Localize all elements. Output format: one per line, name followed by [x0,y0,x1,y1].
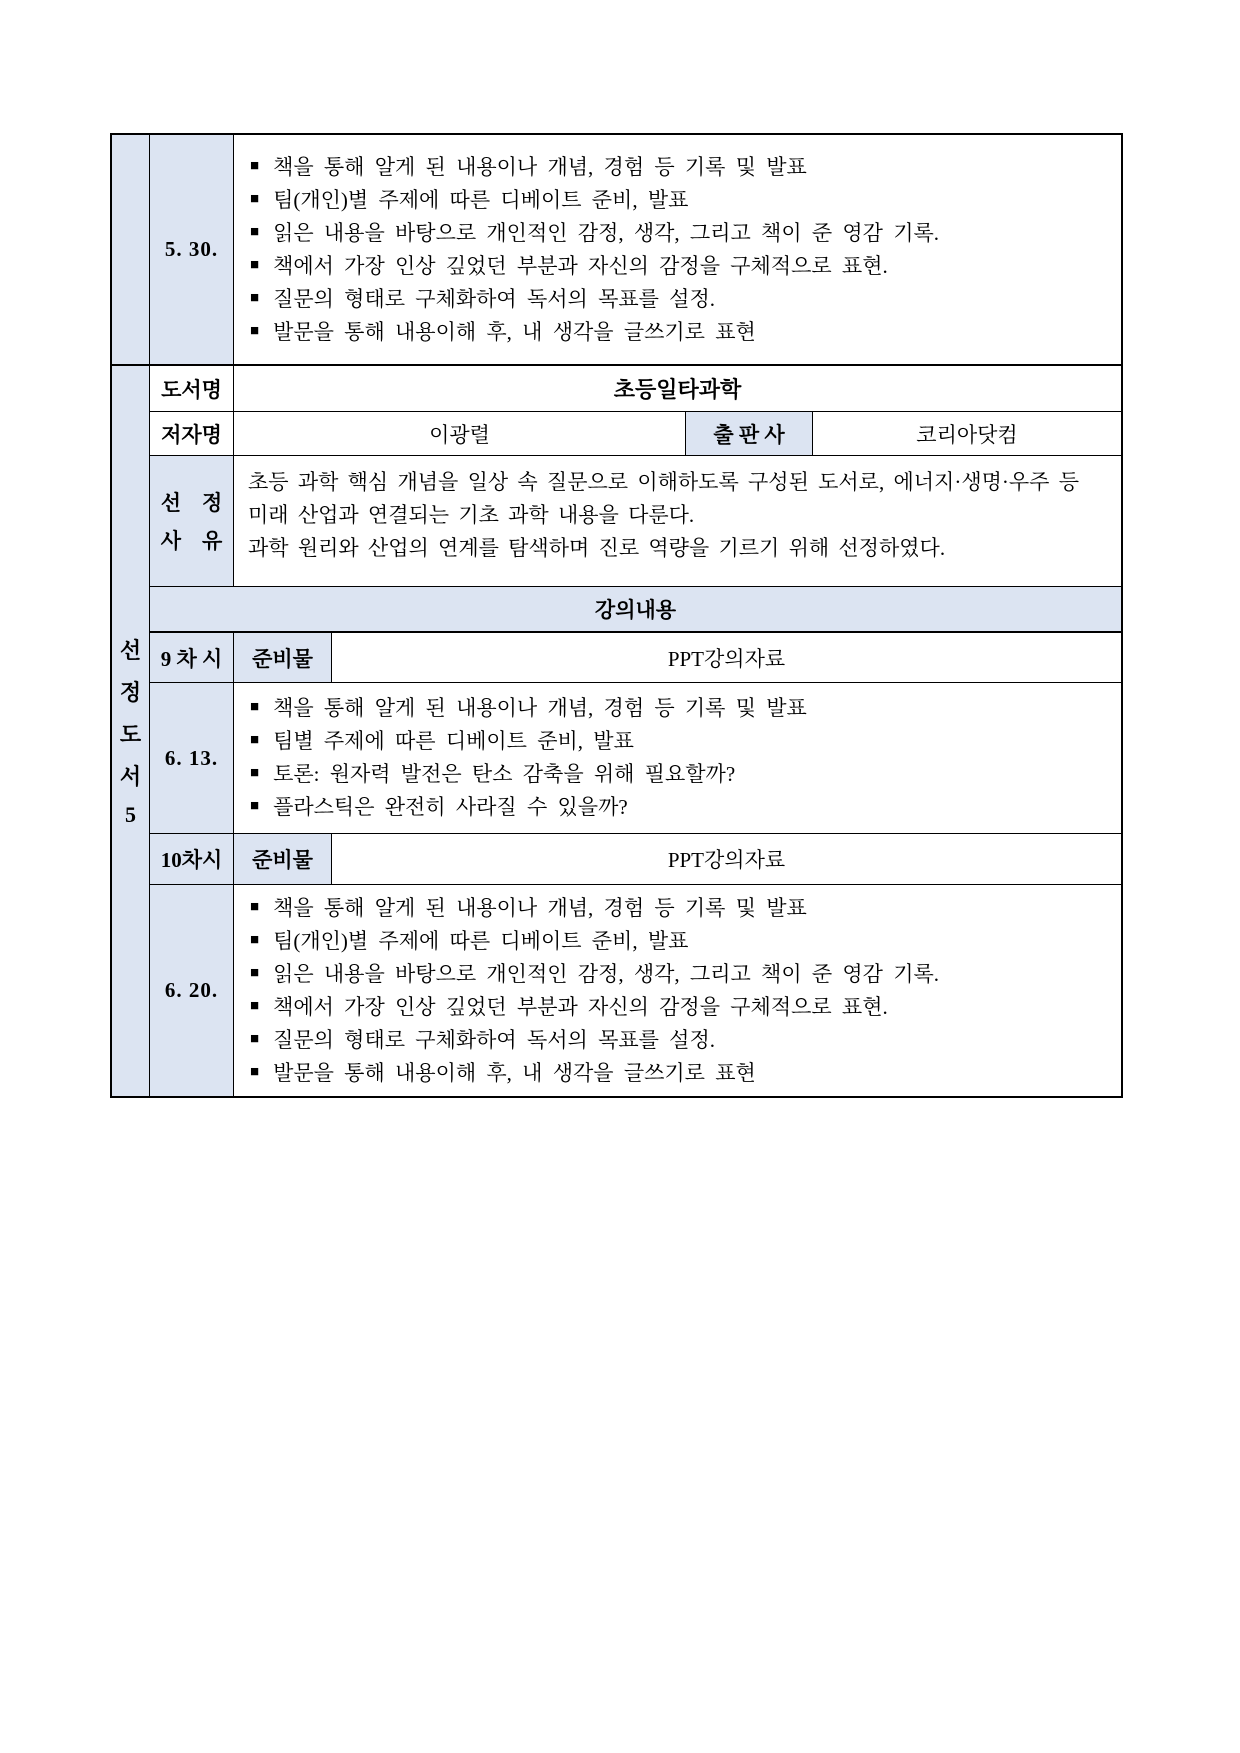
bullet-text: 팀(개인)별 주제에 따른 디베이트 준비, 발표 [273,928,689,953]
bullet-text: 읽은 내용을 바탕으로 개인적인 감정, 생각, 그리고 책이 준 영감 기록. [273,961,940,986]
bullet-square-icon: ■ [250,964,260,981]
session-9-prep-label: 준비물 [234,633,332,683]
prev-session-content-cell [234,135,1121,366]
session-9-content-cell [234,683,1121,834]
session-10-prep-label: 준비물 [234,834,332,885]
bullet-text: 질문의 형태로 구체화하여 독서의 목표를 설정. [273,1027,715,1052]
bullet-list [234,135,1121,364]
bullet-text: 팀별 주제에 따른 디베이트 준비, 발표 [273,729,634,753]
session-9-content-row [150,683,1121,834]
list-item [250,791,1111,824]
session-10-content-row [150,885,1121,1096]
bullet-square-icon: ■ [250,997,260,1014]
session-date: 6. 20. [164,978,219,1002]
list-item [250,892,1111,925]
session-10-row [150,834,1121,885]
session-9-date-cell [150,683,234,834]
bullet-square-icon: ■ [250,765,260,781]
session-10-label: 10차시 [150,834,234,885]
prev-section-side-cell [112,135,150,366]
bullet-square-icon: ■ [250,322,260,339]
bullet-text: 발문을 통해 내용이해 후, 내 생각을 글쓰기로 표현 [273,1060,756,1085]
list-item [250,316,1111,349]
prev-session-date-cell [150,135,234,366]
bullet-square-icon: ■ [250,190,260,207]
section-body [150,366,1121,1096]
list-item [250,725,1111,758]
book-name-value: 초등일타과학 [234,366,1121,412]
session-date: 5. 30. [164,237,219,261]
list-item [250,250,1111,283]
list-item [250,184,1111,217]
bullet-text: 책에서 가장 인상 깊었던 부분과 자신의 감정을 구체적으로 표현. [273,994,888,1019]
list-item [250,217,1111,250]
side-label-char: 서 [119,764,142,789]
section-side-label [112,366,150,1096]
bullet-text: 플라스틱은 완전히 사라질 수 있을까? [273,795,628,819]
session-9-label: 9 차 시 [150,633,234,683]
session-date: 6. 13. [164,745,219,770]
bullet-text: 발문을 통해 내용이해 후, 내 생각을 글쓰기로 표현 [273,319,756,344]
book-name-label: 도서명 [150,366,234,412]
list-item [250,283,1111,316]
list-item [250,758,1111,791]
bullet-square-icon: ■ [250,223,260,240]
bullet-list [234,885,1121,1096]
author-value: 이광렬 [234,412,686,456]
session-9-prep-value: PPT강의자료 [332,633,1121,683]
prev-section-tail-row [112,135,1121,366]
bullet-text: 팀(개인)별 주제에 따른 디베이트 준비, 발표 [273,187,689,212]
bullet-square-icon: ■ [250,898,260,915]
bullet-square-icon: ■ [250,699,260,715]
session-10-prep-value: PPT강의자료 [332,834,1121,885]
session-9-row [150,633,1121,683]
list-item [250,958,1111,991]
list-item [250,1024,1111,1057]
bullet-text: 토론: 원자력 발전은 탄소 감축을 위해 필요할까? [273,762,736,786]
bullet-text: 질문의 형태로 구체화하여 독서의 목표를 설정. [273,286,715,311]
reason-paragraph: 과학 원리와 산업의 연계를 탐색하며 진로 역량을 기르기 위해 선정하였다. [248,536,946,560]
selection-reason-text [234,456,1121,587]
bullet-text: 읽은 내용을 바탕으로 개인적인 감정, 생각, 그리고 책이 준 영감 기록. [273,220,940,245]
publisher-value: 코리아닷컴 [813,412,1121,456]
bullet-square-icon: ■ [250,289,260,306]
lecture-content-header-row [150,587,1121,633]
bullet-square-icon: ■ [250,157,260,174]
side-label-char: 선 [119,638,142,663]
list-item [250,151,1111,184]
list-item [250,692,1111,725]
book-name-row [150,366,1121,412]
selection-reason-row [150,456,1121,587]
selection-reason-label: 선 정 사 유 [150,456,234,587]
publisher-label: 출 판 사 [686,412,813,456]
bullet-text: 책에서 가장 인상 깊었던 부분과 자신의 감정을 구체적으로 표현. [273,253,888,278]
bullet-square-icon: ■ [250,798,260,814]
list-item [250,991,1111,1024]
bullet-list [234,683,1121,833]
session-10-date-cell [150,885,234,1096]
bullet-square-icon: ■ [250,931,260,948]
bullet-text: 책을 통해 알게 된 내용이나 개념, 경험 등 기록 및 발표 [273,895,807,920]
book-selection-table [110,133,1123,1098]
side-label-char: 정 [119,680,142,705]
bullet-square-icon: ■ [250,1063,260,1080]
list-item [250,1057,1111,1090]
bullet-square-icon: ■ [250,256,260,273]
lecture-content-header: 강의내용 [150,587,1121,633]
side-label-char: 5 [125,802,136,827]
bullet-text: 책을 통해 알게 된 내용이나 개념, 경험 등 기록 및 발표 [273,696,807,720]
session-10-content-cell [234,885,1121,1096]
author-label: 저자명 [150,412,234,456]
author-publisher-row [150,412,1121,456]
bullet-square-icon: ■ [250,732,260,748]
side-label-char: 도 [119,722,142,747]
reason-paragraph: 초등 과학 핵심 개념을 일상 속 질문으로 이해하도록 구성된 도서로, 에너지·생명·우주 등 미래 산업과 연결되는 기초 과학 내용을 다룬다. [248,470,1079,527]
list-item [250,925,1111,958]
bullet-square-icon: ■ [250,1030,260,1047]
selected-book-5-section [112,366,1121,1096]
bullet-text: 책을 통해 알게 된 내용이나 개념, 경험 등 기록 및 발표 [273,154,807,179]
